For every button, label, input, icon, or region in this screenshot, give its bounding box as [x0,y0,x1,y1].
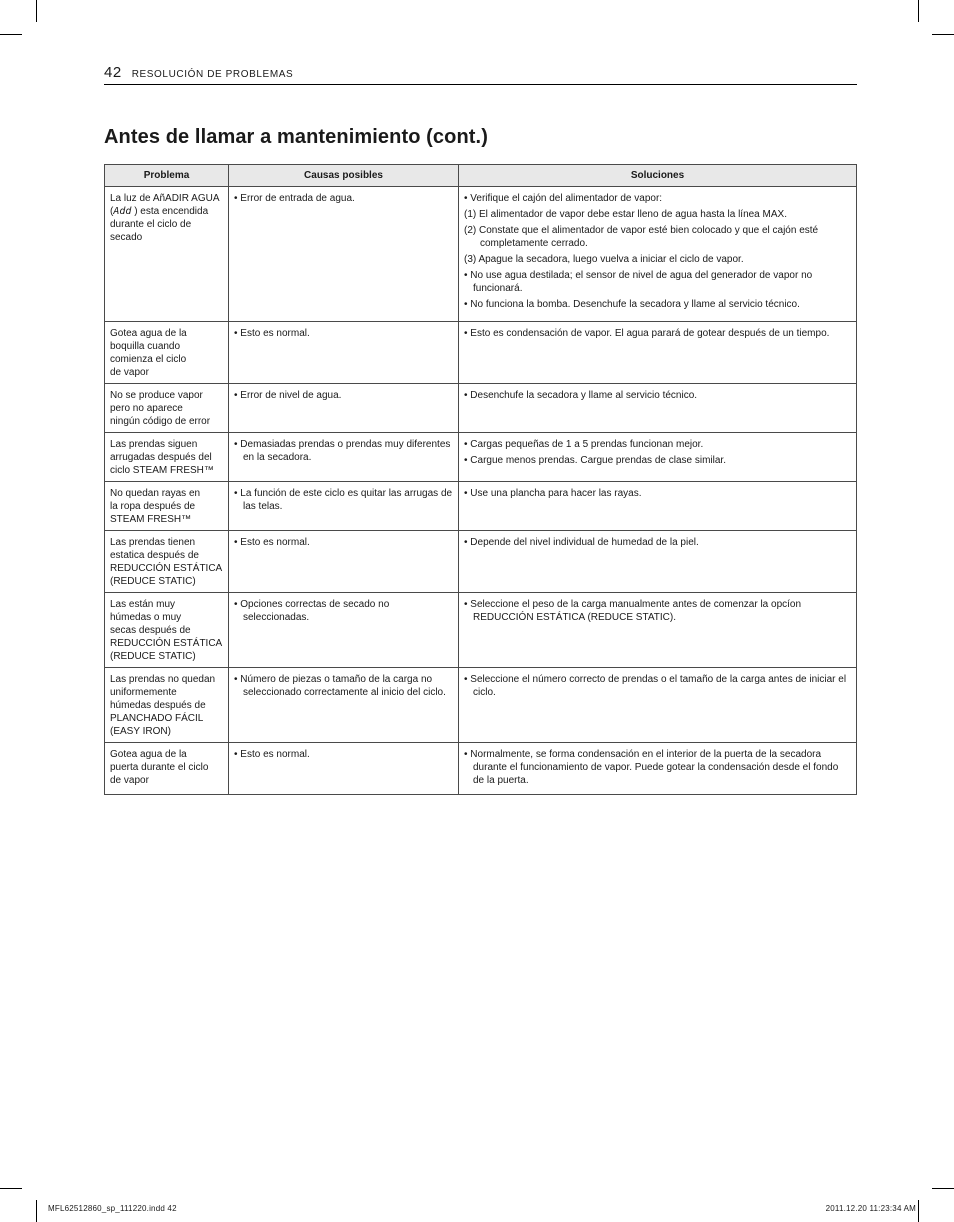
solutions-list [464,536,851,549]
problem-text: Gotea agua de la boquilla cuando comienza el ciclo de vapor [110,328,187,378]
causes-list [234,389,453,402]
page-number: 42 [104,64,122,81]
solution-item: • Use una plancha para hacer las rayas. [464,488,642,499]
problem-cell [105,531,229,593]
solutions-list [464,327,851,340]
table-row [105,593,857,668]
table-row [105,187,857,322]
solutions-cell [459,668,857,743]
causes-cell [229,433,459,482]
solution-item: • Seleccione el número correcto de prendas o el tamaño de la carga antes de iniciar el ciclo. [464,674,847,698]
solutions-list [464,673,851,699]
table-row [105,743,857,795]
column-header-causes: Causas posibles [229,165,459,187]
solution-item: • No use agua destilada; el sensor de nivel de agua del generador de vapor no funcionará. [464,270,813,294]
cause-item: • La función de este ciclo es quitar las arrugas de las telas. [234,488,453,512]
troubleshooting-table [104,164,857,795]
solution-item: (1) El alimentador de vapor debe estar lleno de agua hasta la línea MAX. [464,209,787,220]
problem-text: Las están muy húmedas o muy secas después de REDUCCIÓN ESTÁTICA (REDUCE STATIC) [110,599,223,662]
crop-mark [0,34,22,35]
solutions-cell [459,743,857,795]
causes-list [234,598,453,624]
table-row [105,322,857,384]
causes-list [234,438,453,464]
problem-cell [105,668,229,743]
solutions-cell [459,531,857,593]
cause-item: • Esto es normal. [234,537,310,548]
solutions-list [464,438,851,467]
crop-mark [36,1200,37,1222]
problem-text-prefix: La luz de AñADIR AGUA ( [110,193,219,217]
crop-mark [918,0,919,22]
causes-list [234,536,453,549]
solution-item: • Seleccione el peso de la carga manualmente antes de comenzar la opcíon REDUCCIÓN ESTÁTICA (REDUCE STATIC). [464,599,802,623]
problem-text-suffix: ) esta encendida durante el ciclo de secado [110,206,209,243]
causes-cell [229,482,459,531]
solutions-list [464,598,851,624]
causes-list [234,192,453,205]
problem-cell [105,593,229,668]
solutions-list [464,192,851,311]
page-title: Antes de llamar a mantenimiento (cont.) [104,126,488,148]
cause-item: • Esto es normal. [234,749,310,760]
cause-item: • Error de entrada de agua. [234,193,355,204]
solutions-cell [459,187,857,322]
solutions-cell [459,322,857,384]
cause-item: • Error de nivel de agua. [234,390,342,401]
cause-item: • Demasiadas prendas o prendas muy diferentes en la secadora. [234,439,451,463]
causes-cell [229,187,459,322]
solution-item: • Cargas pequeñas de 1 a 5 prendas funcionan mejor. [464,439,704,450]
footer-file-info: MFL62512860_sp_111220.indd 42 [48,1204,177,1213]
causes-list [234,673,453,699]
problem-text: No se produce vapor pero no aparece ningún código de error [110,390,211,427]
solution-item: • Normalmente, se forma condensación en el interior de la puerta de la secadora durante el funcionamiento de vapor. Puede gotear la condensación desde el fondo de la puerta. [464,749,839,786]
section-name: RESOLUCIÓN DE PROBLEMAS [131,69,294,80]
problem-text [110,192,223,244]
column-header-solutions: Soluciones [459,165,857,187]
table-header-row [105,165,857,187]
crop-mark [932,34,954,35]
table-row [105,384,857,433]
problem-cell [105,482,229,531]
problem-cell [105,187,229,322]
causes-list [234,748,453,761]
solutions-cell [459,433,857,482]
solutions-list [464,389,851,402]
cause-item: • Número de piezas o tamaño de la carga no seleccionado correctamente al inicio del ciclo. [234,674,446,698]
solution-item: • Esto es condensación de vapor. El agua parará de gotear después de un tiempo. [464,328,830,339]
solutions-cell [459,482,857,531]
problem-text: Las prendas no quedan uniformemente húmedas después de PLANCHADO FÁCIL (EASY IRON) [110,674,216,737]
table-row [105,482,857,531]
causes-cell [229,531,459,593]
solutions-cell [459,384,857,433]
solutions-cell [459,593,857,668]
problem-cell [105,433,229,482]
running-header [104,64,857,85]
solution-item: • No funciona la bomba. Desenchufe la secadora y llame al servicio técnico. [464,299,800,310]
solution-item: • Depende del nivel individual de humedad de la piel. [464,537,699,548]
solutions-list [464,748,851,787]
cause-item: • Esto es normal. [234,328,310,339]
causes-cell [229,668,459,743]
solution-item: • Verifique el cajón del alimentador de vapor: [464,193,663,204]
table-row [105,433,857,482]
causes-list [234,327,453,340]
problem-cell [105,743,229,795]
problem-text: No quedan rayas en la ropa después de STEAM FRESH™ [110,488,201,525]
causes-cell [229,743,459,795]
crop-mark [918,1200,919,1222]
problem-cell [105,384,229,433]
problem-text: Gotea agua de la puerta durante el ciclo de vapor [110,749,209,786]
solutions-list [464,487,851,500]
table-row [105,668,857,743]
problem-text: Las prendas siguen arrugadas después del ciclo STEAM FRESH™ [110,439,214,476]
add-water-display-code: Add [113,206,132,217]
causes-cell [229,384,459,433]
crop-mark [0,1188,22,1189]
table-row [105,531,857,593]
causes-cell [229,322,459,384]
solution-item: (3) Apague la secadora, luego vuelva a iniciar el ciclo de vapor. [464,254,744,265]
crop-mark [36,0,37,22]
solution-item: (2) Constate que el alimentador de vapor esté bien colocado y que el cajón esté completamente cerrado. [464,225,819,249]
crop-mark [932,1188,954,1189]
footer-timestamp: 2011.12.20 11:23:34 AM [825,1204,916,1213]
problem-text: Las prendas tienen estatica después de REDUCCIÓN ESTÁTICA (REDUCE STATIC) [110,537,223,587]
column-header-problem: Problema [105,165,229,187]
problem-cell [105,322,229,384]
solution-item: • Cargue menos prendas. Cargue prendas de clase similar. [464,455,726,466]
solution-item: • Desenchufe la secadora y llame al servicio técnico. [464,390,698,401]
causes-cell [229,593,459,668]
cause-item: • Opciones correctas de secado no seleccionadas. [234,599,390,623]
causes-list [234,487,453,513]
